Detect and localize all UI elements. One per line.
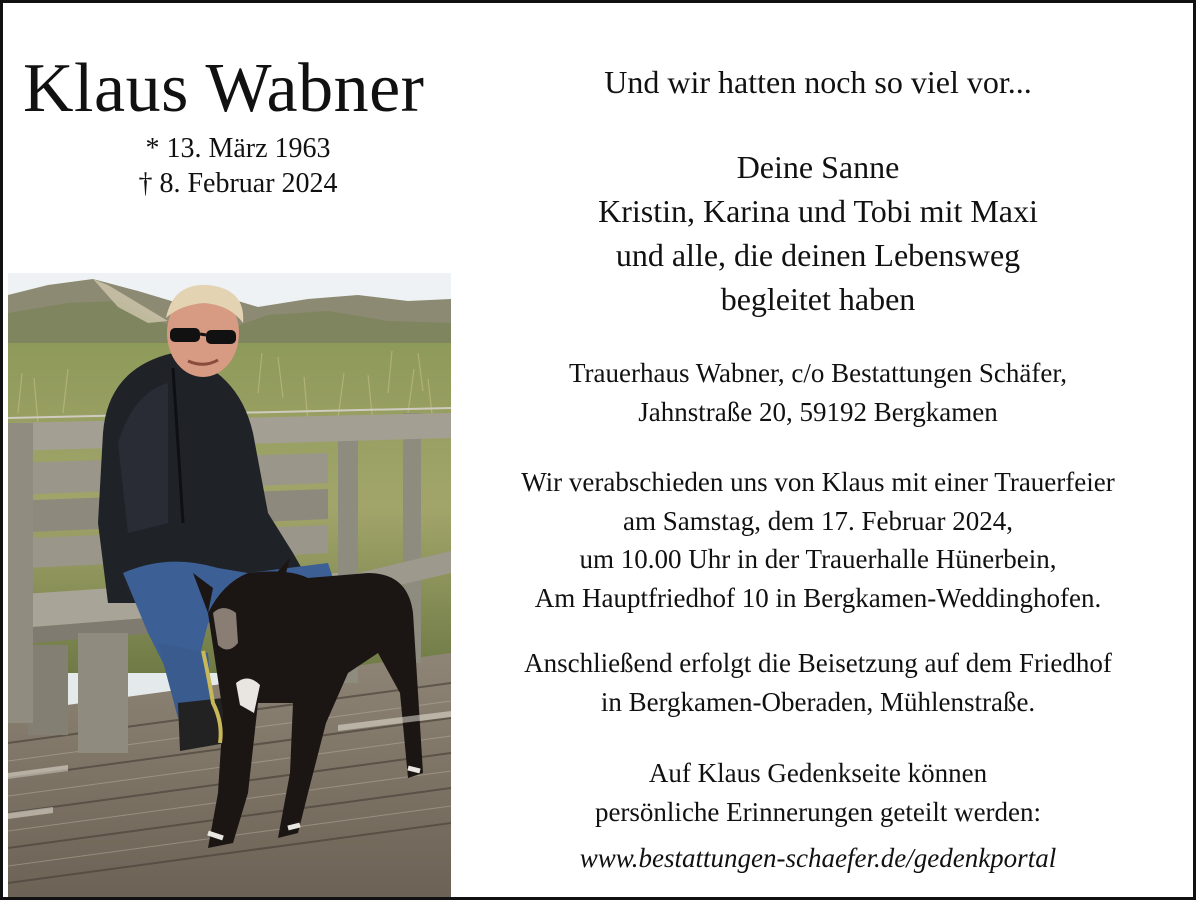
death-date: † 8. Februar 2024 [138,168,338,199]
ceremony-block [463,463,1173,617]
slogan-text: Und wir hatten noch so viel vor... [604,64,1032,100]
life-dates [33,131,443,201]
portrait-photo [8,273,451,897]
family-line: Deine Sanne [736,149,900,185]
burial-line: in Bergkamen-Oberaden, Mühlenstraße. [600,686,1036,717]
birth-date: * 13. März 1963 [145,133,331,164]
family-line: Kristin, Karina und Tobi mit Maxi [598,193,1038,229]
family-line: begleitet haben [720,281,916,317]
ceremony-line: um 10.00 Uhr in der Trauerhalle Hünerbein, [579,544,1057,574]
ceremony-line: am Samstag, dem 17. Februar 2024, [623,505,1013,536]
mourning-house-block [463,354,1173,431]
memorial-portal-link[interactable] [463,839,1173,878]
memorial-block [463,754,1173,831]
memorial-line: Auf Klaus Gedenkseite können [648,758,988,788]
burial-line: Anschließend erfolgt die Beisetzung auf dem Friedhof [524,648,1112,678]
burial-block [463,644,1173,721]
deceased-name: Klaus Wabner [23,50,425,127]
memorial-url[interactable]: www.bestattungen-schaefer.de/gedenkportal [579,843,1057,873]
family-block [463,145,1173,321]
address-line: Jahnstraße 20, 59192 Bergkamen [638,396,998,427]
memorial-line: persönliche Erinnerungen geteilt werden: [594,796,1042,827]
slogan [463,63,1173,102]
family-line: und alle, die deinen Lebensweg [615,237,1021,273]
ceremony-line: Wir verabschieden uns von Klaus mit einer Trauerfeier [521,467,1115,497]
address-line: Trauerhaus Wabner, c/o Bestattungen Schäfer, [568,358,1068,388]
ceremony-line: Am Hauptfriedhof 10 in Bergkamen-Weddinghofen. [534,582,1102,613]
